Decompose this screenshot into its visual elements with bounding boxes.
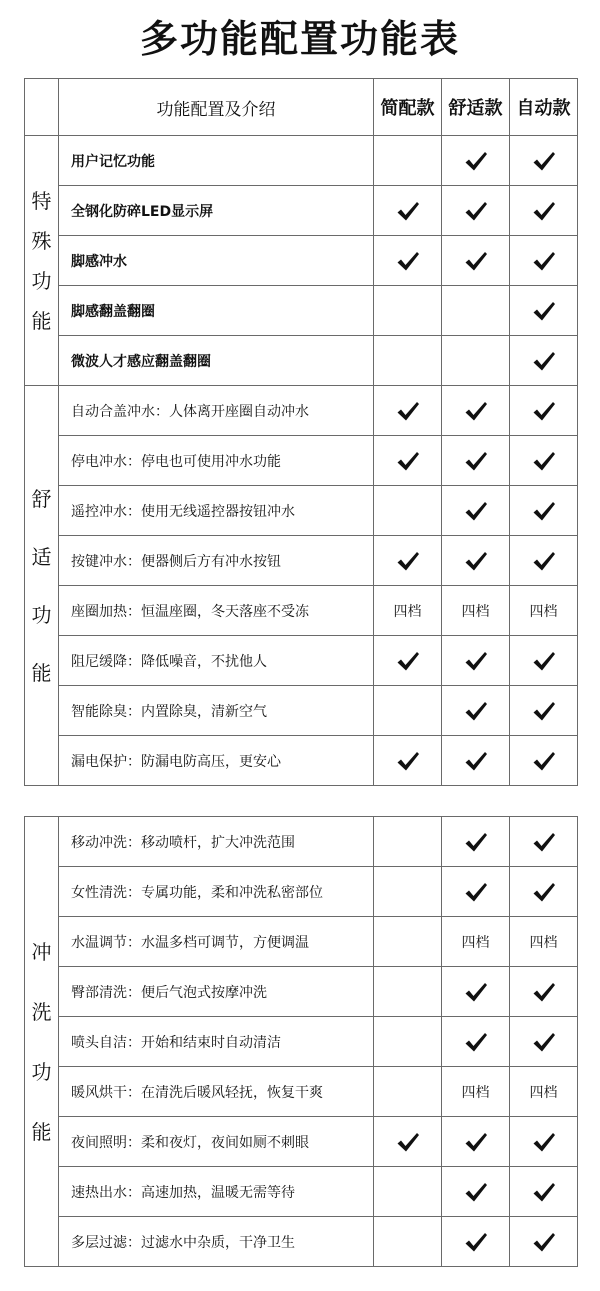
table-row (25, 336, 578, 386)
tier-cell (442, 1067, 510, 1117)
feature-name: 微波人才感应翻盖翻圈 (59, 336, 374, 386)
tier-cell (442, 867, 510, 917)
page-title: 多功能配置功能表 (139, 17, 460, 61)
header-tier-comfort: 舒适款 (442, 79, 510, 136)
check-icon (532, 650, 556, 672)
check-icon (532, 1231, 556, 1253)
tier-cell (374, 1017, 442, 1067)
feature-name: 脚感冲水 (59, 236, 374, 286)
category-char: 功 (31, 602, 52, 627)
check-icon (532, 1031, 556, 1053)
tier-cell (510, 586, 578, 636)
feature-name: 用户记忆功能 (59, 136, 374, 186)
check-icon (532, 1131, 556, 1153)
category-char: 功 (31, 268, 52, 293)
check-icon (532, 1181, 556, 1203)
check-icon (464, 200, 488, 222)
tier-cell (510, 286, 578, 336)
table-row (25, 817, 578, 867)
tier-value: 四档 (461, 603, 490, 620)
table-row (25, 586, 578, 636)
tier-cell (442, 636, 510, 686)
tier-cell (510, 336, 578, 386)
table-row (25, 186, 578, 236)
tier-cell (442, 1017, 510, 1067)
tier-value: 四档 (461, 934, 490, 951)
tier-cell (510, 1067, 578, 1117)
tier-cell (510, 1117, 578, 1167)
table-row (25, 536, 578, 586)
feature-name: 脚感翻盖翻圈 (59, 286, 374, 336)
feature-name: 臀部清洗：便后气泡式按摩冲洗 (59, 967, 374, 1017)
table-header-row (25, 79, 578, 136)
tier-cell (442, 1217, 510, 1267)
table-row (25, 1017, 578, 1067)
check-icon (532, 200, 556, 222)
tier-cell (442, 817, 510, 867)
category-label (25, 136, 59, 386)
tier-cell (510, 636, 578, 686)
tier-cell (510, 736, 578, 786)
table-row (25, 1067, 578, 1117)
feature-name: 阻尼缓降：降低噪音，不扰他人 (59, 636, 374, 686)
category-char: 特 (31, 188, 52, 213)
check-icon (396, 750, 420, 772)
tier-cell (374, 536, 442, 586)
tier-cell (442, 967, 510, 1017)
check-icon (464, 1131, 488, 1153)
tier-cell (374, 967, 442, 1017)
category-char: 能 (31, 1119, 52, 1144)
feature-name: 全钢化防碎LED显示屏 (59, 186, 374, 236)
check-icon (464, 500, 488, 522)
category-char: 能 (31, 660, 52, 685)
tier-cell (510, 817, 578, 867)
tier-value: 四档 (461, 1084, 490, 1101)
check-icon (396, 400, 420, 422)
table-row (25, 436, 578, 486)
table-row (25, 867, 578, 917)
tier-cell (510, 436, 578, 486)
feature-name: 按键冲水：便器侧后方有冲水按钮 (59, 536, 374, 586)
category-char: 洗 (31, 999, 52, 1024)
check-icon (396, 650, 420, 672)
tier-cell (442, 236, 510, 286)
check-icon (464, 650, 488, 672)
header-corner (25, 79, 59, 136)
check-icon (532, 500, 556, 522)
category-char: 功 (31, 1059, 52, 1084)
tier-cell (374, 586, 442, 636)
tier-cell (374, 1167, 442, 1217)
check-icon (396, 250, 420, 272)
check-icon (464, 1031, 488, 1053)
tier-cell (374, 286, 442, 336)
tier-cell (510, 967, 578, 1017)
check-icon (464, 750, 488, 772)
tier-cell (442, 386, 510, 436)
table-row (25, 1167, 578, 1217)
feature-name: 自动合盖冲水：人体离开座圈自动冲水 (59, 386, 374, 436)
check-icon (532, 250, 556, 272)
feature-name: 移动冲洗：移动喷杆，扩大冲洗范围 (59, 817, 374, 867)
table-row (25, 1217, 578, 1267)
tier-value: 四档 (529, 934, 558, 951)
feature-name: 遥控冲水：使用无线遥控器按钮冲水 (59, 486, 374, 536)
tier-cell (442, 1117, 510, 1167)
table-row (25, 917, 578, 967)
tier-cell (442, 736, 510, 786)
check-icon (464, 881, 488, 903)
tier-cell (510, 1217, 578, 1267)
tier-cell (442, 336, 510, 386)
tier-cell (442, 286, 510, 336)
header-feature-column: 功能配置及介绍 (59, 79, 374, 136)
tier-cell (442, 486, 510, 536)
table-row (25, 136, 578, 186)
check-icon (464, 150, 488, 172)
tier-value: 四档 (529, 1084, 558, 1101)
header-tier-auto: 自动款 (510, 79, 578, 136)
category-label (25, 817, 59, 1267)
tier-cell (374, 336, 442, 386)
table-row (25, 486, 578, 536)
check-icon (464, 1181, 488, 1203)
tier-cell (510, 917, 578, 967)
tier-cell (510, 1017, 578, 1067)
feature-name: 速热出水：高速加热，温暖无需等待 (59, 1167, 374, 1217)
tier-cell (374, 867, 442, 917)
tier-cell (374, 186, 442, 236)
check-icon (396, 450, 420, 472)
tier-cell (510, 867, 578, 917)
table-row (25, 967, 578, 1017)
category-char: 舒 (31, 486, 52, 511)
check-icon (464, 250, 488, 272)
category-char: 殊 (31, 228, 52, 253)
table-row (25, 636, 578, 686)
tier-cell (442, 1167, 510, 1217)
feature-table-top (24, 78, 578, 786)
tier-cell (510, 686, 578, 736)
tier-cell (374, 136, 442, 186)
check-icon (532, 981, 556, 1003)
tier-cell (442, 917, 510, 967)
feature-name: 夜间照明：柔和夜灯，夜间如厕不刺眼 (59, 1117, 374, 1167)
check-icon (396, 550, 420, 572)
feature-name: 女性清洗：专属功能，柔和冲洗私密部位 (59, 867, 374, 917)
tier-value: 四档 (393, 603, 422, 620)
feature-name: 停电冲水：停电也可使用冲水功能 (59, 436, 374, 486)
check-icon (532, 150, 556, 172)
tier-cell (442, 136, 510, 186)
tier-cell (374, 817, 442, 867)
table-row (25, 236, 578, 286)
tier-cell (374, 686, 442, 736)
tier-cell (374, 917, 442, 967)
category-char: 适 (31, 544, 52, 569)
tier-cell (442, 436, 510, 486)
check-icon (464, 550, 488, 572)
table-row (25, 736, 578, 786)
feature-name: 座圈加热：恒温座圈，冬天落座不受冻 (59, 586, 374, 636)
table-row (25, 686, 578, 736)
check-icon (396, 1131, 420, 1153)
check-icon (464, 700, 488, 722)
check-icon (464, 831, 488, 853)
tier-cell (374, 436, 442, 486)
tier-cell (510, 236, 578, 286)
check-icon (532, 881, 556, 903)
tier-cell (442, 536, 510, 586)
check-icon (532, 831, 556, 853)
check-icon (464, 400, 488, 422)
check-icon (532, 400, 556, 422)
tier-cell (374, 1067, 442, 1117)
feature-name: 智能除臭：内置除臭，清新空气 (59, 686, 374, 736)
tier-cell (510, 486, 578, 536)
check-icon (532, 350, 556, 372)
tier-cell (374, 736, 442, 786)
tier-cell (510, 136, 578, 186)
category-char: 能 (31, 308, 52, 333)
check-icon (532, 450, 556, 472)
tier-cell (374, 486, 442, 536)
feature-name: 暖风烘干：在清洗后暖风轻抚，恢复干爽 (59, 1067, 374, 1117)
tier-value: 四档 (529, 603, 558, 620)
tier-cell (442, 586, 510, 636)
table-row (25, 386, 578, 436)
feature-name: 喷头自洁：开始和结束时自动清洁 (59, 1017, 374, 1067)
check-icon (532, 700, 556, 722)
category-char: 冲 (31, 939, 52, 964)
feature-name: 水温调节：水温多档可调节，方便调温 (59, 917, 374, 967)
tier-cell (510, 1167, 578, 1217)
tier-cell (374, 386, 442, 436)
tier-cell (374, 1217, 442, 1267)
table-row (25, 1117, 578, 1167)
tier-cell (510, 186, 578, 236)
feature-table-bottom (24, 816, 578, 1267)
tier-cell (442, 186, 510, 236)
tier-cell (442, 686, 510, 736)
check-icon (396, 200, 420, 222)
check-icon (464, 450, 488, 472)
check-icon (532, 750, 556, 772)
check-icon (464, 981, 488, 1003)
feature-name: 漏电保护：防漏电防高压，更安心 (59, 736, 374, 786)
tier-cell (374, 1117, 442, 1167)
tier-cell (374, 236, 442, 286)
check-icon (532, 550, 556, 572)
category-label (25, 386, 59, 786)
check-icon (532, 300, 556, 322)
header-tier-basic: 简配款 (374, 79, 442, 136)
feature-name: 多层过滤：过滤水中杂质，干净卫生 (59, 1217, 374, 1267)
table-row (25, 286, 578, 336)
check-icon (464, 1231, 488, 1253)
tier-cell (510, 386, 578, 436)
tier-cell (374, 636, 442, 686)
tier-cell (510, 536, 578, 586)
